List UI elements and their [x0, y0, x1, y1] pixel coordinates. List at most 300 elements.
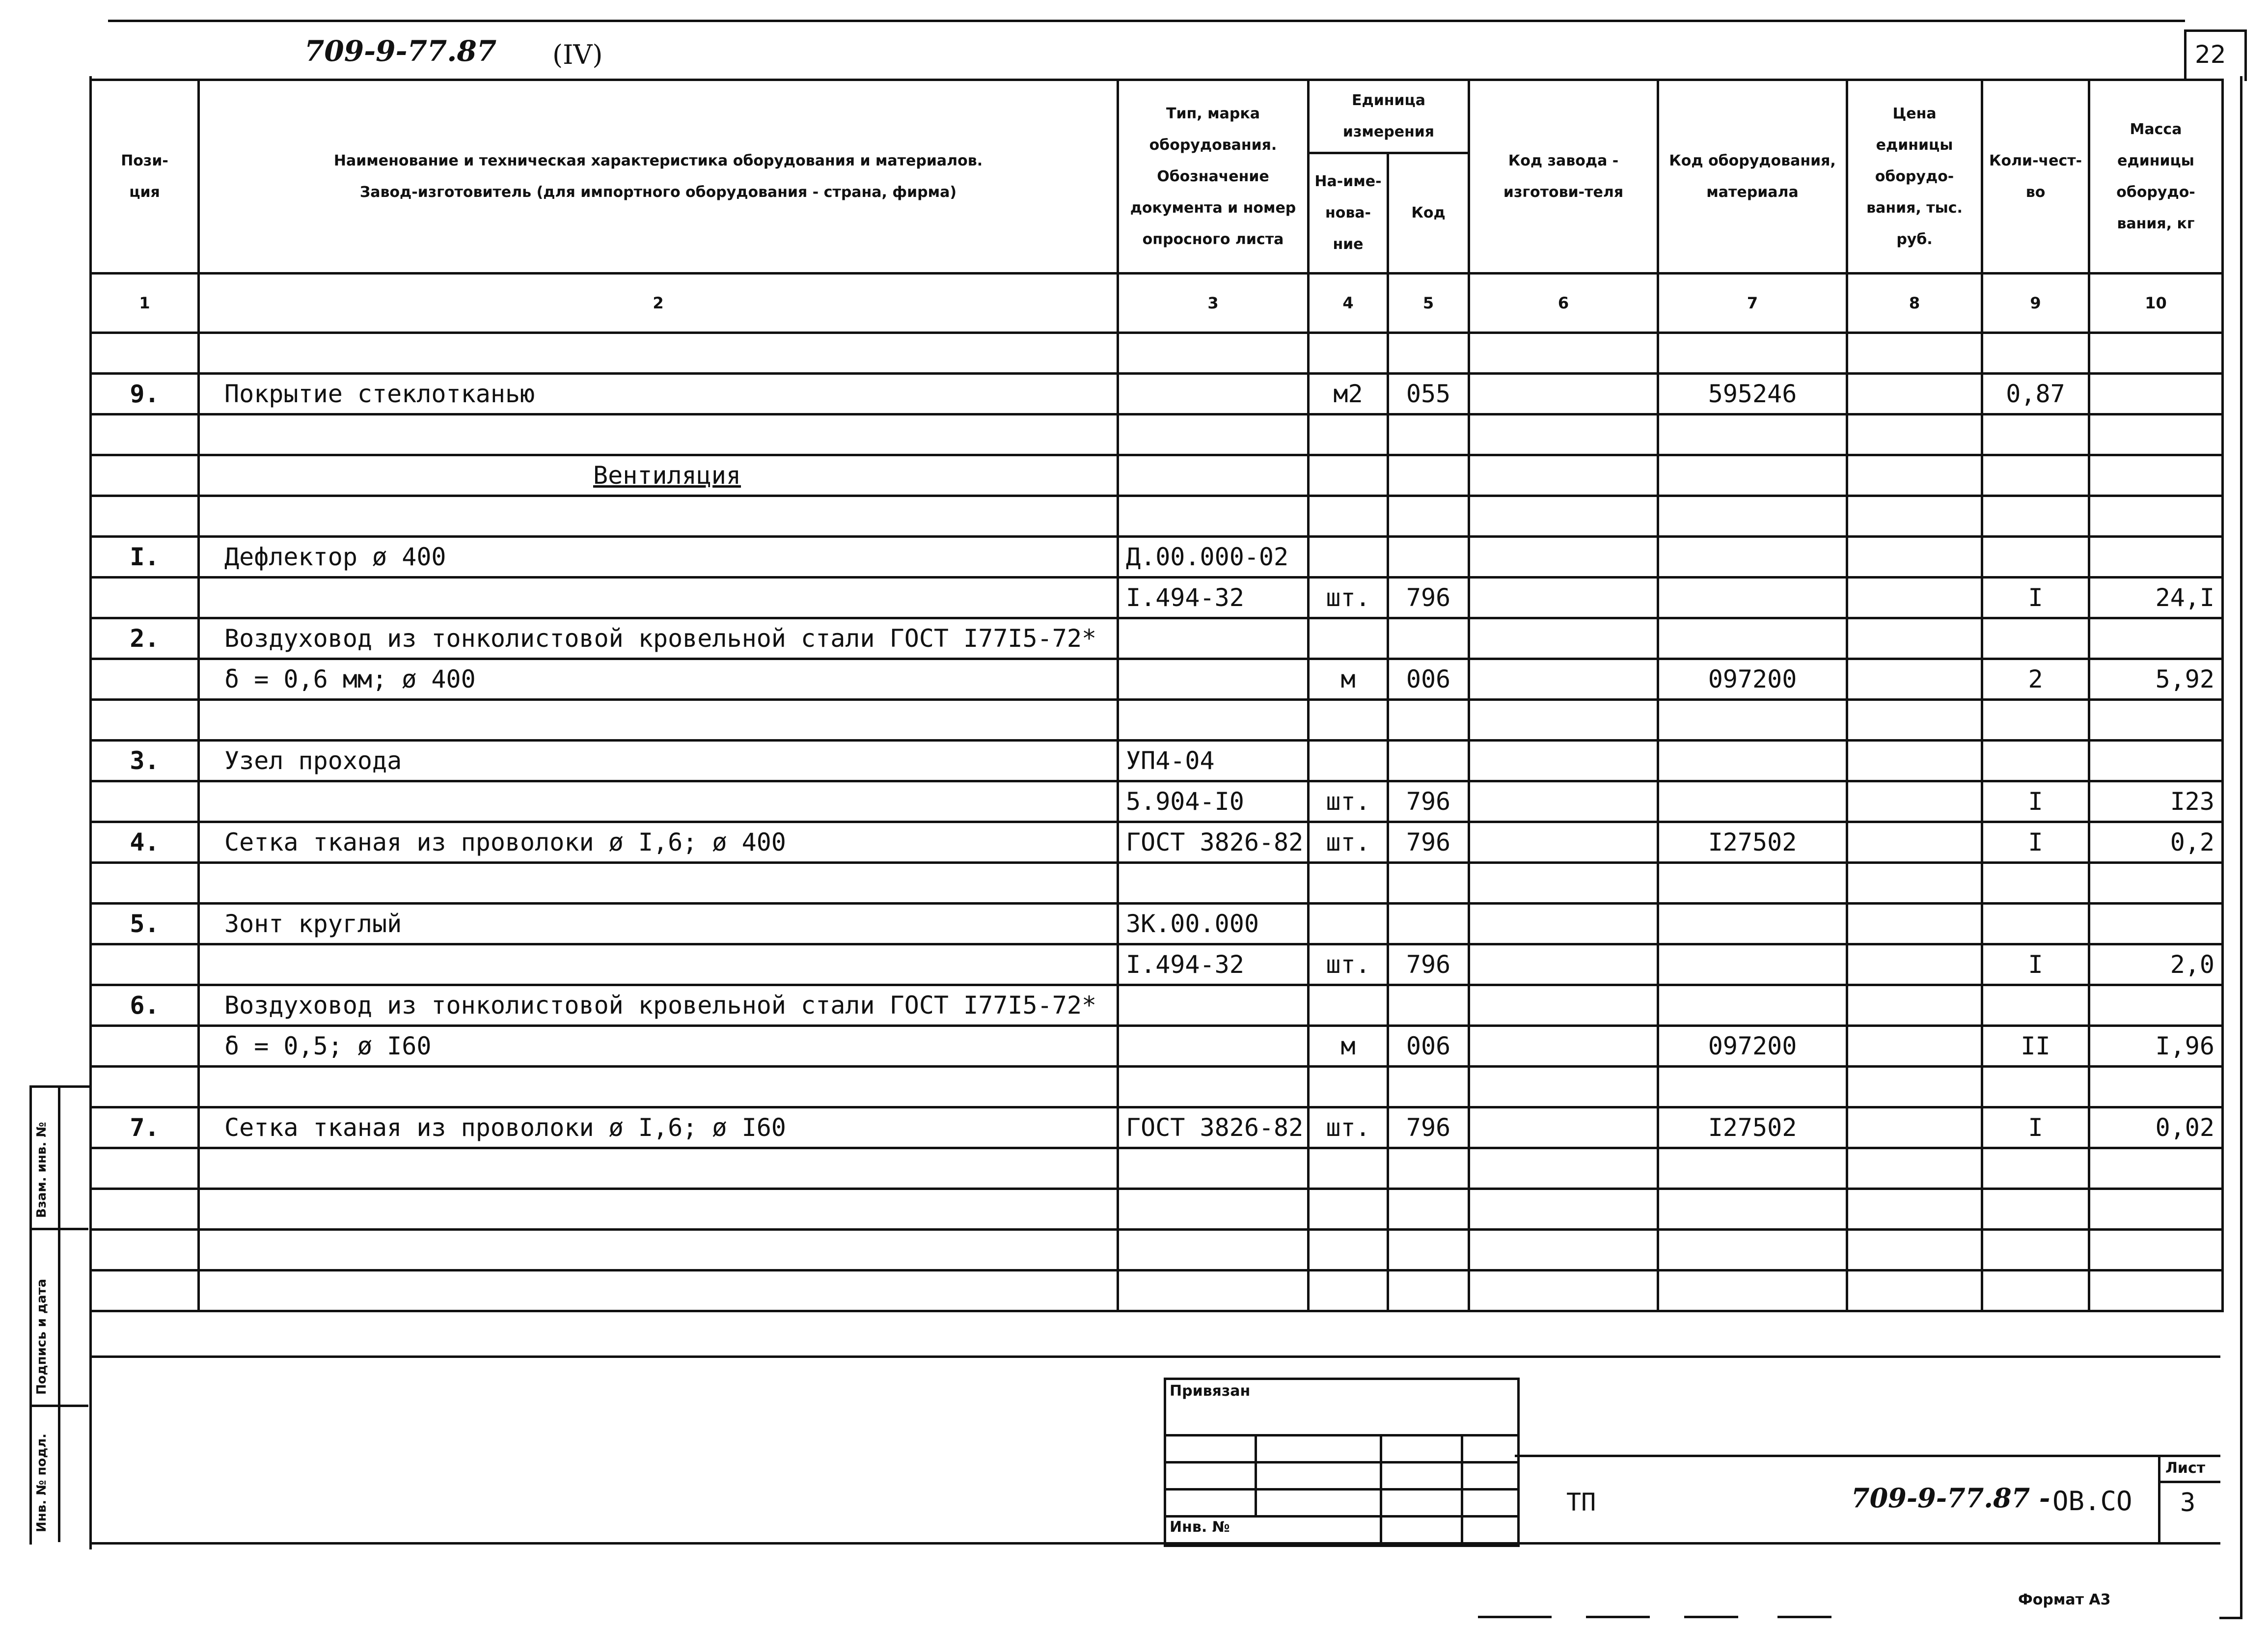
- side-strip-divider: [58, 1085, 60, 1542]
- cell-quantity: [1982, 333, 2089, 374]
- cell-material-code: [1658, 333, 1847, 374]
- cell-unit-code: [1388, 863, 1469, 904]
- cell-unit: шт.: [1309, 944, 1388, 985]
- cell-type: ГОСТ 3826-82: [1118, 1107, 1309, 1148]
- cell-unit: [1309, 1271, 1388, 1311]
- cell-mass: [2089, 1271, 2223, 1311]
- cell-factory-code: [1469, 1107, 1658, 1148]
- cell-price: [1847, 781, 1982, 822]
- cell-mass: 5,92: [2089, 659, 2223, 700]
- header-price: Цена единицы оборудо-вания, тыс. руб.: [1847, 80, 1982, 274]
- cell-material-code: [1658, 985, 1847, 1026]
- cell-mass: [2089, 1067, 2223, 1107]
- cell-quantity: [1982, 863, 2089, 904]
- cell-name: [199, 414, 1118, 455]
- cell-name: [199, 1189, 1118, 1230]
- cell-factory-code: [1469, 374, 1658, 414]
- cell-quantity: [1982, 1230, 2089, 1271]
- cell-factory-code: [1469, 822, 1658, 863]
- column-number: 9: [1982, 274, 2089, 333]
- header-name: Наименование и техническая характеристика оборудования и материалов. Завод-изготовитель (для импортного оборудования - страна, фирма): [199, 80, 1118, 274]
- cell-price: [1847, 414, 1982, 455]
- cell-price: [1847, 578, 1982, 618]
- cell-position: 5.: [91, 904, 199, 944]
- cell-mass: [2089, 374, 2223, 414]
- top-rule: [108, 20, 2185, 22]
- table-row: [91, 700, 2223, 741]
- cell-mass: [2089, 455, 2223, 496]
- cell-factory-code: [1469, 455, 1658, 496]
- cell-factory-code: [1469, 1026, 1658, 1067]
- cell-position: 3.: [91, 741, 199, 781]
- cell-type: [1118, 700, 1309, 741]
- cell-unit: [1309, 1067, 1388, 1107]
- cell-material-code: 097200: [1658, 1026, 1847, 1067]
- footer-dash-3: [1684, 1616, 1738, 1618]
- cell-unit-code: [1388, 985, 1469, 1026]
- format-label: Формат А3: [2018, 1591, 2111, 1608]
- cell-mass: [2089, 1230, 2223, 1271]
- cell-unit: [1309, 985, 1388, 1026]
- table-row: [91, 618, 2223, 659]
- column-number: 5: [1388, 274, 1469, 333]
- cell-unit-code: 006: [1388, 659, 1469, 700]
- cell-name: δ = 0,5; ø I60: [199, 1026, 1118, 1067]
- cell-unit-code: 006: [1388, 1026, 1469, 1067]
- cell-unit-code: [1388, 1271, 1469, 1311]
- cell-factory-code: [1469, 659, 1658, 700]
- linked-stamp-row-1: [1164, 1434, 1517, 1437]
- cell-material-code: [1658, 537, 1847, 578]
- column-number: 2: [199, 274, 1118, 333]
- cell-unit-code: [1388, 333, 1469, 374]
- cell-name: Сетка тканая из проволоки ø I,6; ø I60: [199, 1107, 1118, 1148]
- cell-position: [91, 781, 199, 822]
- cell-quantity: [1982, 496, 2089, 537]
- cell-price: [1847, 700, 1982, 741]
- table-row: [91, 1189, 2223, 1230]
- cell-quantity: [1982, 618, 2089, 659]
- cell-unit-code: [1388, 618, 1469, 659]
- cell-type: [1118, 1189, 1309, 1230]
- sheet-label: Лист: [2165, 1460, 2206, 1477]
- table-row: [91, 781, 2223, 822]
- cell-type: [1118, 333, 1309, 374]
- table-row: [91, 496, 2223, 537]
- table-row: [91, 333, 2223, 374]
- side-strip-sep-2: [29, 1228, 88, 1230]
- cell-factory-code: [1469, 1189, 1658, 1230]
- cell-material-code: I27502: [1658, 822, 1847, 863]
- cell-price: [1847, 333, 1982, 374]
- header-doc-code: 709-9-77.87: [304, 34, 497, 68]
- cell-material-code: [1658, 1230, 1847, 1271]
- cell-type: 5.904-I0: [1118, 781, 1309, 822]
- cell-unit-code: [1388, 1148, 1469, 1189]
- cell-price: [1847, 863, 1982, 904]
- cell-unit-code: [1388, 700, 1469, 741]
- page-number: 22: [2195, 40, 2226, 69]
- cell-name: [199, 1148, 1118, 1189]
- cell-type: [1118, 455, 1309, 496]
- table-row: [91, 374, 2223, 414]
- title-block-top: [1515, 1455, 2220, 1457]
- cell-factory-code: [1469, 700, 1658, 741]
- cell-mass: [2089, 700, 2223, 741]
- cell-quantity: [1982, 1189, 2089, 1230]
- cell-price: [1847, 904, 1982, 944]
- header-unit-name: На-име-нова-ние: [1309, 153, 1388, 274]
- cell-name: Вентиляция: [199, 455, 1118, 496]
- frame-bottom: [89, 1542, 2220, 1545]
- cell-mass: [2089, 414, 2223, 455]
- cell-material-code: 097200: [1658, 659, 1847, 700]
- cell-position: [91, 496, 199, 537]
- cell-mass: [2089, 496, 2223, 537]
- cell-unit: [1309, 414, 1388, 455]
- table-row: [91, 904, 2223, 944]
- table-row: [91, 822, 2223, 863]
- cell-quantity: [1982, 1148, 2089, 1189]
- cell-type: [1118, 1230, 1309, 1271]
- cell-type: ГОСТ 3826-82: [1118, 822, 1309, 863]
- header-mass: Масса единицы оборудо-вания, кг: [2089, 80, 2223, 274]
- column-number: 7: [1658, 274, 1847, 333]
- cell-unit: [1309, 863, 1388, 904]
- cell-quantity: [1982, 537, 2089, 578]
- cell-mass: [2089, 333, 2223, 374]
- table-row: [91, 863, 2223, 904]
- cell-name: Сетка тканая из проволоки ø I,6; ø 400: [199, 822, 1118, 863]
- cell-name: Дефлектор ø 400: [199, 537, 1118, 578]
- cell-price: [1847, 618, 1982, 659]
- column-number: 10: [2089, 274, 2223, 333]
- stamp-doc-suffix: ОВ.СО: [2052, 1486, 2132, 1517]
- cell-position: [91, 578, 199, 618]
- cell-material-code: [1658, 1271, 1847, 1311]
- linked-stamp-col-1: [1255, 1434, 1257, 1515]
- sheet-number-divider: [2158, 1481, 2220, 1483]
- footer-dash-1: [1478, 1616, 1552, 1618]
- cell-mass: 0,02: [2089, 1107, 2223, 1148]
- side-label-replace-inv: Взам. инв. №: [34, 1122, 49, 1218]
- cell-quantity: I: [1982, 781, 2089, 822]
- cell-mass: [2089, 618, 2223, 659]
- cell-name: [199, 578, 1118, 618]
- cell-quantity: [1982, 1271, 2089, 1311]
- cell-material-code: [1658, 904, 1847, 944]
- table-bottom: [89, 1355, 2220, 1358]
- cell-quantity: [1982, 741, 2089, 781]
- cell-mass: 2,0: [2089, 944, 2223, 985]
- linked-label: Привязан: [1170, 1382, 1251, 1400]
- cell-unit: [1309, 455, 1388, 496]
- cell-factory-code: [1469, 496, 1658, 537]
- cell-quantity: [1982, 985, 2089, 1026]
- cell-name: [199, 781, 1118, 822]
- cell-mass: I23: [2089, 781, 2223, 822]
- cell-price: [1847, 741, 1982, 781]
- cell-unit-code: [1388, 537, 1469, 578]
- header-volume: (IV): [552, 39, 603, 70]
- cell-unit: [1309, 904, 1388, 944]
- cell-unit: [1309, 537, 1388, 578]
- cell-position: [91, 659, 199, 700]
- cell-price: [1847, 1067, 1982, 1107]
- cell-unit: [1309, 1230, 1388, 1271]
- cell-name: [199, 944, 1118, 985]
- cell-mass: [2089, 1148, 2223, 1189]
- cell-price: [1847, 455, 1982, 496]
- cell-name: [199, 863, 1118, 904]
- cell-type: [1118, 496, 1309, 537]
- cell-unit: м2: [1309, 374, 1388, 414]
- cell-price: [1847, 374, 1982, 414]
- cell-unit-code: [1388, 1230, 1469, 1271]
- cell-mass: [2089, 904, 2223, 944]
- cell-name: Узел прохода: [199, 741, 1118, 781]
- footer-dash-4: [1777, 1616, 1831, 1618]
- cell-unit: [1309, 700, 1388, 741]
- cell-position: 2.: [91, 618, 199, 659]
- cell-price: [1847, 944, 1982, 985]
- linked-stamp-col-3: [1461, 1434, 1463, 1542]
- cell-price: [1847, 985, 1982, 1026]
- linked-stamp-col-2: [1380, 1434, 1382, 1542]
- cell-material-code: I27502: [1658, 1107, 1847, 1148]
- table-row: [91, 578, 2223, 618]
- cell-mass: [2089, 1189, 2223, 1230]
- cell-unit: [1309, 741, 1388, 781]
- column-number: 1: [91, 274, 199, 333]
- cell-type: Д.00.000-02: [1118, 537, 1309, 578]
- cell-quantity: 2: [1982, 659, 2089, 700]
- cell-unit-code: 796: [1388, 822, 1469, 863]
- cell-unit-code: [1388, 904, 1469, 944]
- cell-quantity: I: [1982, 1107, 2089, 1148]
- cell-price: [1847, 1189, 1982, 1230]
- cell-type: [1118, 863, 1309, 904]
- cell-unit-code: [1388, 741, 1469, 781]
- table-row: [91, 414, 2223, 455]
- cell-name: [199, 496, 1118, 537]
- cell-material-code: [1658, 781, 1847, 822]
- cell-position: [91, 333, 199, 374]
- cell-position: 9.: [91, 374, 199, 414]
- cell-unit-code: [1388, 455, 1469, 496]
- cell-position: [91, 1189, 199, 1230]
- cell-quantity: 0,87: [1982, 374, 2089, 414]
- table-row: [91, 1148, 2223, 1189]
- cell-mass: I,96: [2089, 1026, 2223, 1067]
- cell-mass: [2089, 741, 2223, 781]
- cell-position: [91, 1026, 199, 1067]
- cell-unit: м: [1309, 659, 1388, 700]
- cell-unit-code: 796: [1388, 944, 1469, 985]
- cell-type: [1118, 1067, 1309, 1107]
- column-number-row: [91, 274, 2223, 333]
- table-row: [91, 741, 2223, 781]
- sheet-number: 3: [2180, 1488, 2196, 1518]
- cell-material-code: [1658, 1067, 1847, 1107]
- cell-name: [199, 700, 1118, 741]
- cell-type: [1118, 414, 1309, 455]
- cell-quantity: I: [1982, 944, 2089, 985]
- cell-factory-code: [1469, 333, 1658, 374]
- cell-position: I.: [91, 537, 199, 578]
- cell-type: УП4-04: [1118, 741, 1309, 781]
- table-row: [91, 1271, 2223, 1311]
- cell-material-code: [1658, 863, 1847, 904]
- cell-unit: шт.: [1309, 1107, 1388, 1148]
- cell-position: [91, 944, 199, 985]
- linked-stamp-row-3: [1164, 1488, 1517, 1491]
- cell-price: [1847, 1026, 1982, 1067]
- footer-dash-2: [1586, 1616, 1650, 1618]
- cell-name: δ = 0,6 мм; ø 400: [199, 659, 1118, 700]
- cell-price: [1847, 1271, 1982, 1311]
- cell-factory-code: [1469, 578, 1658, 618]
- cell-position: 4.: [91, 822, 199, 863]
- cell-price: [1847, 537, 1982, 578]
- cell-material-code: [1658, 496, 1847, 537]
- header-unit-group: Единица измерения: [1309, 80, 1469, 153]
- cell-factory-code: [1469, 741, 1658, 781]
- cell-type: [1118, 374, 1309, 414]
- cell-price: [1847, 1230, 1982, 1271]
- cell-unit: [1309, 1148, 1388, 1189]
- column-number: 8: [1847, 274, 1982, 333]
- cell-material-code: [1658, 700, 1847, 741]
- cell-position: [91, 1230, 199, 1271]
- side-strip-sep-1: [29, 1405, 88, 1407]
- cell-mass: [2089, 863, 2223, 904]
- header-unit-code: Код: [1388, 153, 1469, 274]
- column-number: 6: [1469, 274, 1658, 333]
- side-label-signature-date: Подпись и дата: [34, 1278, 49, 1395]
- cell-type: [1118, 1148, 1309, 1189]
- frame-bottom-outer: [2219, 1617, 2242, 1619]
- cell-position: [91, 1067, 199, 1107]
- cell-unit-code: 055: [1388, 374, 1469, 414]
- cell-quantity: [1982, 904, 2089, 944]
- cell-factory-code: [1469, 618, 1658, 659]
- cell-position: 7.: [91, 1107, 199, 1148]
- cell-factory-code: [1469, 944, 1658, 985]
- cell-material-code: [1658, 578, 1847, 618]
- cell-position: [91, 455, 199, 496]
- cell-price: [1847, 822, 1982, 863]
- cell-unit-code: 796: [1388, 1107, 1469, 1148]
- cell-name: Воздуховод из тонколистовой кровельной стали ГОСТ I77I5-72*: [199, 985, 1118, 1026]
- table-row: [91, 985, 2223, 1026]
- cell-material-code: [1658, 618, 1847, 659]
- table-row: [91, 944, 2223, 985]
- cell-price: [1847, 1107, 1982, 1148]
- cell-mass: [2089, 985, 2223, 1026]
- cell-unit: м: [1309, 1026, 1388, 1067]
- cell-factory-code: [1469, 985, 1658, 1026]
- table-row: [91, 1026, 2223, 1067]
- cell-price: [1847, 1148, 1982, 1189]
- cell-unit-code: 796: [1388, 781, 1469, 822]
- stamp-doc-code: 709-9-77.87 -: [1851, 1482, 2050, 1514]
- cell-quantity: [1982, 455, 2089, 496]
- table-row: [91, 1107, 2223, 1148]
- cell-material-code: [1658, 944, 1847, 985]
- cell-position: [91, 1148, 199, 1189]
- cell-factory-code: [1469, 904, 1658, 944]
- cell-type: [1118, 659, 1309, 700]
- cell-name: [199, 1067, 1118, 1107]
- linked-stamp-row-2: [1164, 1461, 1517, 1464]
- cell-factory-code: [1469, 1230, 1658, 1271]
- cell-type: ЗК.00.000: [1118, 904, 1309, 944]
- linked-stamp-row-4: [1164, 1515, 1517, 1518]
- cell-material-code: [1658, 455, 1847, 496]
- inv-label: Инв. №: [1170, 1519, 1230, 1536]
- cell-unit: [1309, 496, 1388, 537]
- cell-position: [91, 1271, 199, 1311]
- cell-unit: [1309, 618, 1388, 659]
- cell-name: [199, 1271, 1118, 1311]
- cell-type: [1118, 1271, 1309, 1311]
- cell-factory-code: [1469, 781, 1658, 822]
- table-row: [91, 1067, 2223, 1107]
- cell-unit-code: [1388, 414, 1469, 455]
- cell-factory-code: [1469, 537, 1658, 578]
- cell-type: I.494-32: [1118, 944, 1309, 985]
- cell-factory-code: [1469, 863, 1658, 904]
- cell-name: [199, 1230, 1118, 1271]
- cell-name: [199, 333, 1118, 374]
- cell-price: [1847, 496, 1982, 537]
- cell-material-code: [1658, 1189, 1847, 1230]
- cell-unit-code: [1388, 1189, 1469, 1230]
- cell-material-code: [1658, 414, 1847, 455]
- cell-material-code: [1658, 741, 1847, 781]
- cell-name: Воздуховод из тонколистовой кровельной стали ГОСТ I77I5-72*: [199, 618, 1118, 659]
- cell-unit: [1309, 1189, 1388, 1230]
- cell-factory-code: [1469, 414, 1658, 455]
- cell-type: [1118, 985, 1309, 1026]
- table-row: [91, 455, 2223, 496]
- frame-right: [2240, 76, 2242, 1618]
- cell-quantity: I: [1982, 578, 2089, 618]
- cell-position: 6.: [91, 985, 199, 1026]
- cell-quantity: [1982, 700, 2089, 741]
- cell-factory-code: [1469, 1271, 1658, 1311]
- cell-material-code: [1658, 1148, 1847, 1189]
- cell-mass: 24,I: [2089, 578, 2223, 618]
- cell-quantity: II: [1982, 1026, 2089, 1067]
- cell-position: [91, 700, 199, 741]
- cell-mass: [2089, 537, 2223, 578]
- table-row: [91, 1230, 2223, 1271]
- table-row: [91, 537, 2223, 578]
- table-row: [91, 659, 2223, 700]
- column-number: 4: [1309, 274, 1388, 333]
- cell-quantity: [1982, 414, 2089, 455]
- cell-name: Зонт круглый: [199, 904, 1118, 944]
- cell-quantity: I: [1982, 822, 2089, 863]
- cell-position: [91, 414, 199, 455]
- cell-unit-code: [1388, 496, 1469, 537]
- series-label: ТП: [1566, 1488, 1596, 1517]
- header-type: Тип, марка оборудования. Обозначение документа и номер опросного листа: [1118, 80, 1309, 274]
- header-factory-code: Код завода - изготови-теля: [1469, 80, 1658, 274]
- header-quantity: Коли-чест-во: [1982, 80, 2089, 274]
